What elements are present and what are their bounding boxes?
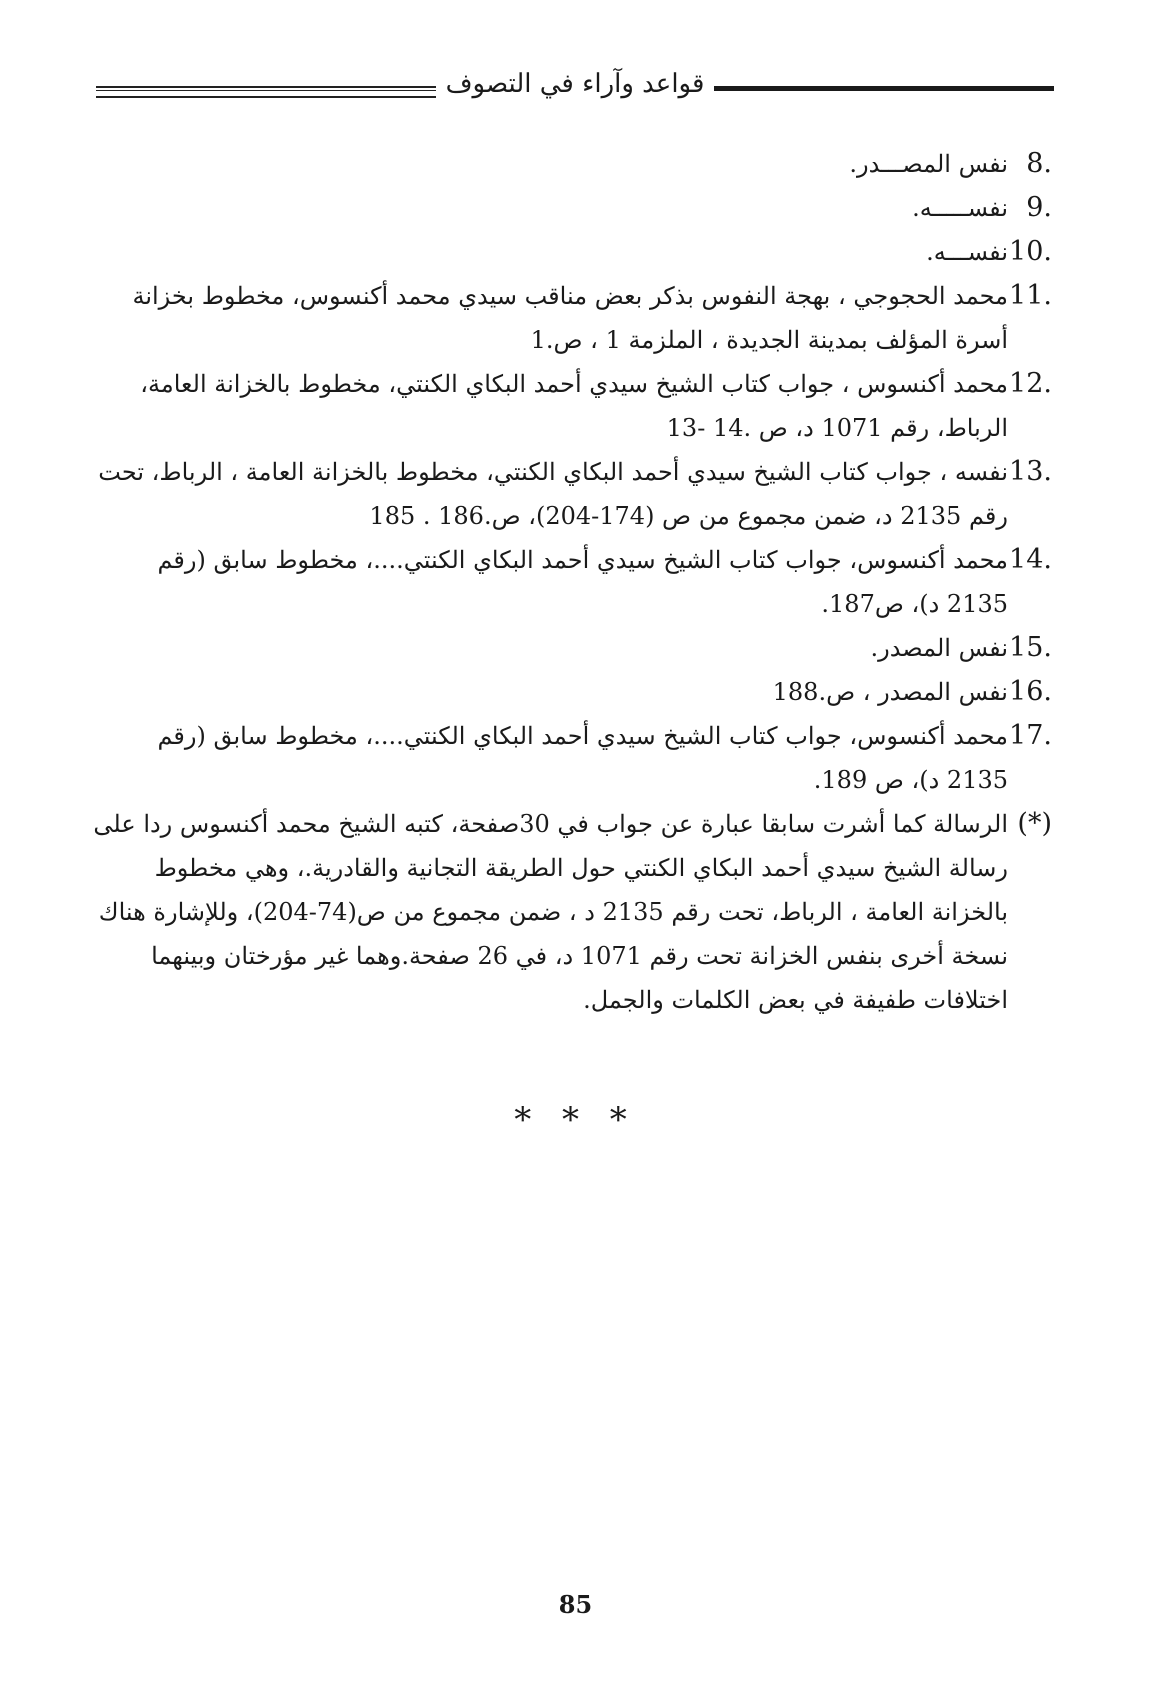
footnote-text: نفســـه.	[926, 238, 1008, 266]
footnote-14	[92, 538, 1052, 626]
page-number: 85	[558, 1590, 593, 1619]
footnote-asterisk	[92, 802, 1052, 1022]
footnote-number: 12.	[1009, 368, 1052, 399]
footnote-number: 9.	[1026, 192, 1052, 223]
footnote-number: 8.	[1026, 148, 1052, 179]
footnote-16	[92, 670, 1052, 714]
footnote-number: 11.	[1009, 280, 1052, 311]
footnote-12	[92, 362, 1052, 450]
footnote-text: نفســـــه.	[912, 194, 1008, 222]
footnote-9	[92, 186, 1052, 230]
footnote-number: (*)	[1017, 808, 1052, 839]
section-separator: * * *	[514, 1100, 637, 1140]
footnotes-list	[92, 142, 1052, 1022]
footnote-text: نفس المصدر ، ص.188	[772, 678, 1008, 706]
footnote-number: 13.	[1009, 456, 1052, 487]
footnote-text: الرسالة كما أشرت سابقا عبارة عن جواب في 30صفحة، كتبه الشيخ محمد أكنسوس ردا على رسالة الشيخ سيدي أحمد البكاي الكنتي حول الطريقة التجانية والقادرية.، وهي مخطوط بالخزانة العامة ، الرباط، تحت رقم 2135 د ، ضمن مجموع من ص(74-204)، وللإشارة هناك نسخة أخرى بنفس الخزانة تحت رقم 1071 د، في 26 صفحة.وهما غير مؤرختان وبينهما اختلافات طفيفة في بعض الكلمات والجمل.	[93, 810, 1008, 1014]
header-rule-right	[714, 86, 1054, 91]
footnote-text: نفسه ، جواب كتاب الشيخ سيدي أحمد البكاي الكنتي، مخطوط بالخزانة العامة ، الرباط، تحت رقم 2135 د، ضمن مجموع من ص (174-204)، ص.186 . 185	[98, 458, 1008, 530]
footnote-text: محمد الحجوجي ، بهجة النفوس بذكر بعض مناقب سيدي محمد أكنسوس، مخطوط بخزانة أسرة المؤلف بمدينة الجديدة ، الملزمة 1 ، ص.1	[132, 282, 1008, 354]
footnote-text: محمد أكنسوس، جواب كتاب الشيخ سيدي أحمد البكاي الكنتي....، مخطوط سابق (رقم 2135 د)، ص187.	[157, 546, 1008, 618]
footnote-number: 16.	[1009, 676, 1052, 707]
footnote-text: محمد أكنسوس ، جواب كتاب الشيخ سيدي أحمد البكاي الكنتي، مخطوط بالخزانة العامة، الرباط، رقم 1071 د، ص .14 -13	[140, 370, 1008, 442]
footnote-11	[92, 274, 1052, 362]
header-rule-left	[96, 86, 436, 98]
running-header	[96, 64, 1054, 104]
footnote-8	[92, 142, 1052, 186]
footnote-15	[92, 626, 1052, 670]
footnote-number: 15.	[1009, 632, 1052, 663]
footnote-17	[92, 714, 1052, 802]
footnote-text: نفس المصدر.	[870, 634, 1008, 662]
footnote-number: 14.	[1009, 544, 1052, 575]
footnote-13	[92, 450, 1052, 538]
footnote-10	[92, 230, 1052, 274]
footnote-number: 17.	[1009, 720, 1052, 751]
footnote-text: نفس المصـــدر.	[849, 150, 1008, 178]
footnote-number: 10.	[1009, 236, 1052, 267]
header-title: قواعد وآراء في التصوف	[445, 69, 705, 99]
footnote-text: محمد أكنسوس، جواب كتاب الشيخ سيدي أحمد البكاي الكنتي....، مخطوط سابق (رقم 2135 د)، ص 189.	[157, 722, 1008, 794]
